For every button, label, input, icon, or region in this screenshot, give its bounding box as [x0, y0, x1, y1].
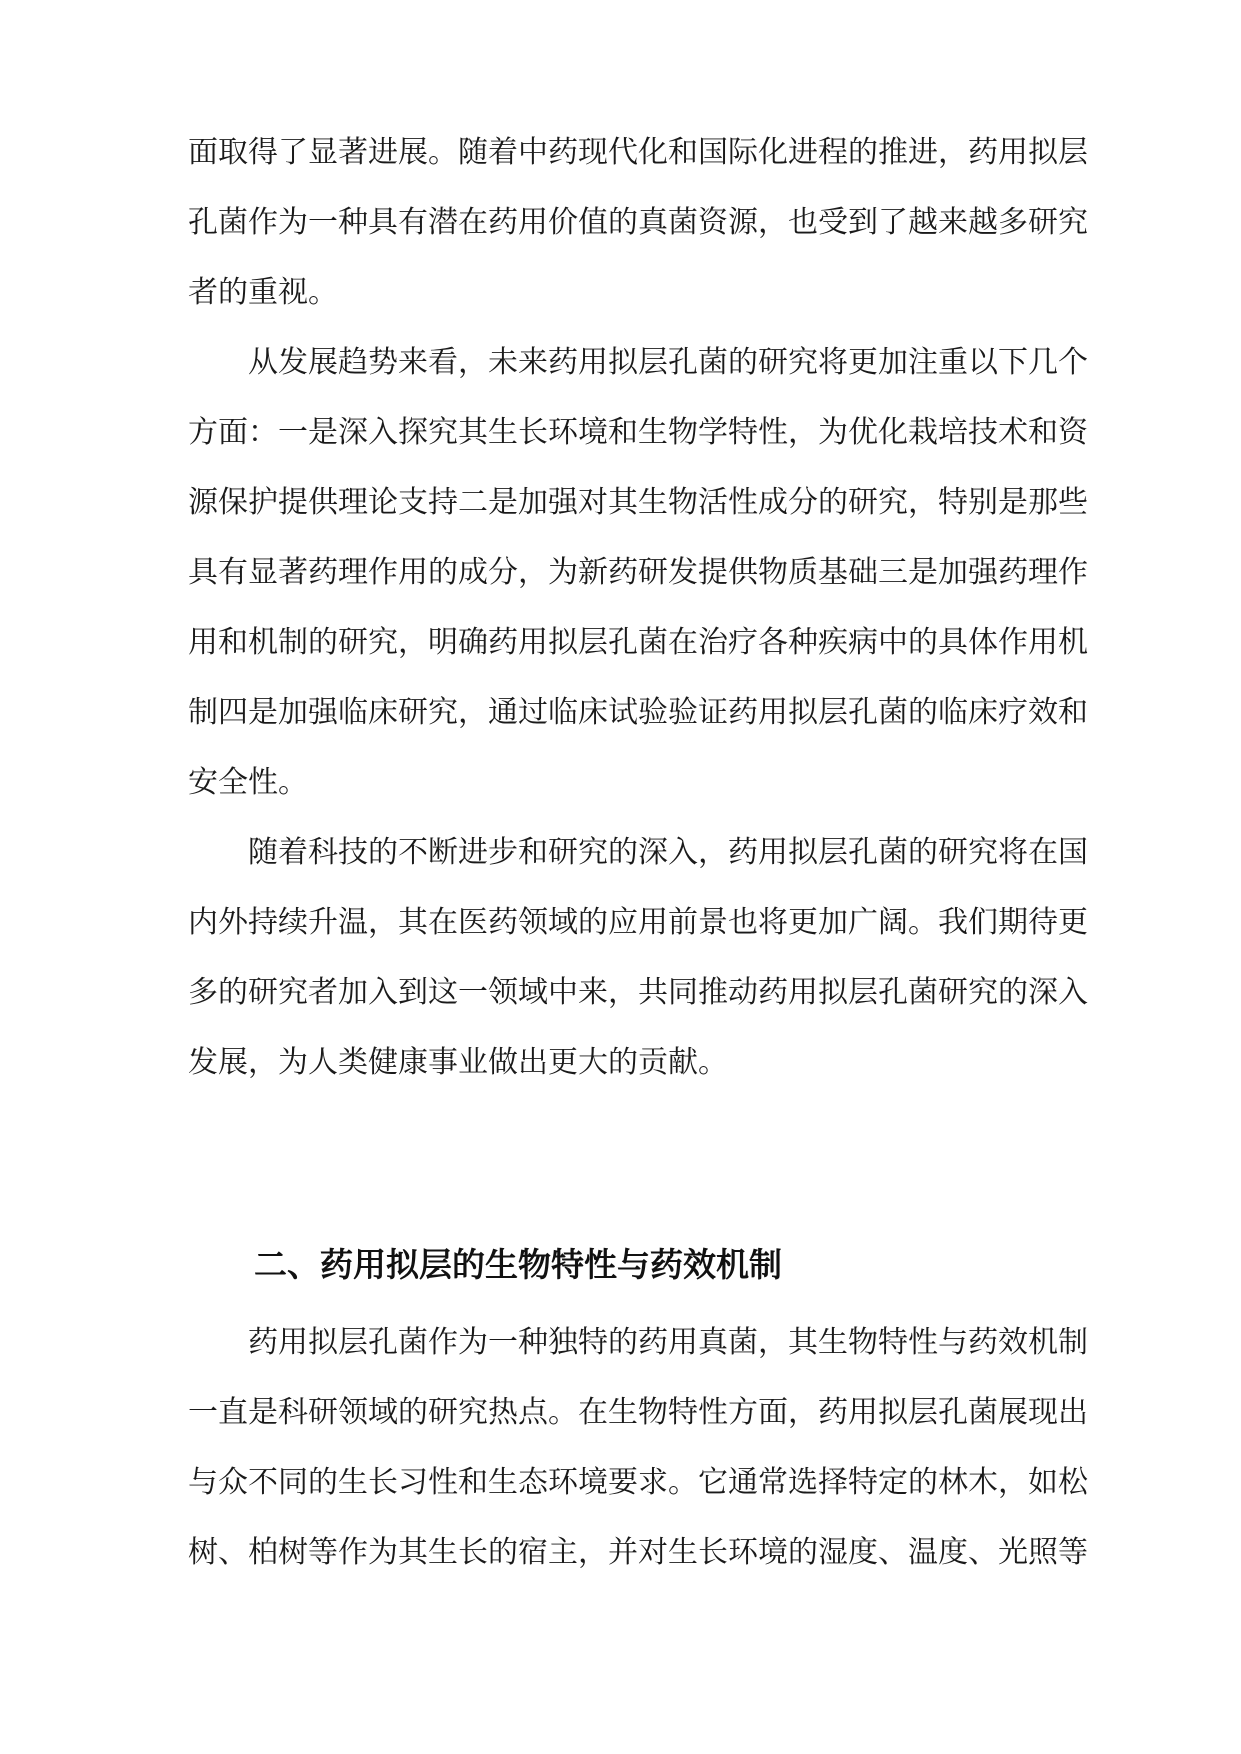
paragraph-1-line-3: 者的重视。 — [188, 275, 338, 310]
paragraph-3-line-4: 发展，为人类健康事业做出更大的贡献。 — [188, 1045, 728, 1080]
paragraph-2-line-2: 方面：一是深入探究其生长环境和生物学特性，为优化栽培技术和资 — [188, 415, 1088, 450]
section-heading: 二、药用拟层的生物特性与药效机制 — [254, 1245, 782, 1284]
paragraph-2-line-1: 从发展趋势来看，未来药用拟层孔菌的研究将更加注重以下几个 — [248, 345, 1088, 380]
paragraph-1-line-1: 面取得了显著进展。随着中药现代化和国际化进程的推进，药用拟层 — [188, 135, 1088, 170]
paragraph-2-line-5: 用和机制的研究，明确药用拟层孔菌在治疗各种疾病中的具体作用机 — [188, 625, 1088, 660]
section-paragraph-line-1: 药用拟层孔菌作为一种独特的药用真菌，其生物特性与药效机制 — [248, 1325, 1088, 1360]
paragraph-3-line-1: 随着科技的不断进步和研究的深入，药用拟层孔菌的研究将在国 — [248, 835, 1088, 870]
section-paragraph-line-2: 一直是科研领域的研究热点。在生物特性方面，药用拟层孔菌展现出 — [188, 1395, 1088, 1430]
paragraph-1-line-2: 孔菌作为一种具有潜在药用价值的真菌资源，也受到了越来越多研究 — [188, 205, 1088, 240]
paragraph-2-line-7: 安全性。 — [188, 765, 308, 800]
paragraph-2-line-6: 制四是加强临床研究，通过临床试验验证药用拟层孔菌的临床疗效和 — [188, 695, 1088, 730]
paragraph-3-line-2: 内外持续升温，其在医药领域的应用前景也将更加广阔。我们期待更 — [188, 905, 1088, 940]
paragraph-2-line-4: 具有显著药理作用的成分，为新药研发提供物质基础三是加强药理作 — [188, 555, 1088, 590]
section-paragraph-line-4: 树、柏树等作为其生长的宿主，并对生长环境的湿度、温度、光照等 — [188, 1535, 1088, 1570]
paragraph-2-line-3: 源保护提供理论支持二是加强对其生物活性成分的研究，特别是那些 — [188, 485, 1088, 520]
paragraph-3-line-3: 多的研究者加入到这一领域中来，共同推动药用拟层孔菌研究的深入 — [188, 975, 1088, 1010]
section-paragraph-line-3: 与众不同的生长习性和生态环境要求。它通常选择特定的林木，如松 — [188, 1465, 1088, 1500]
